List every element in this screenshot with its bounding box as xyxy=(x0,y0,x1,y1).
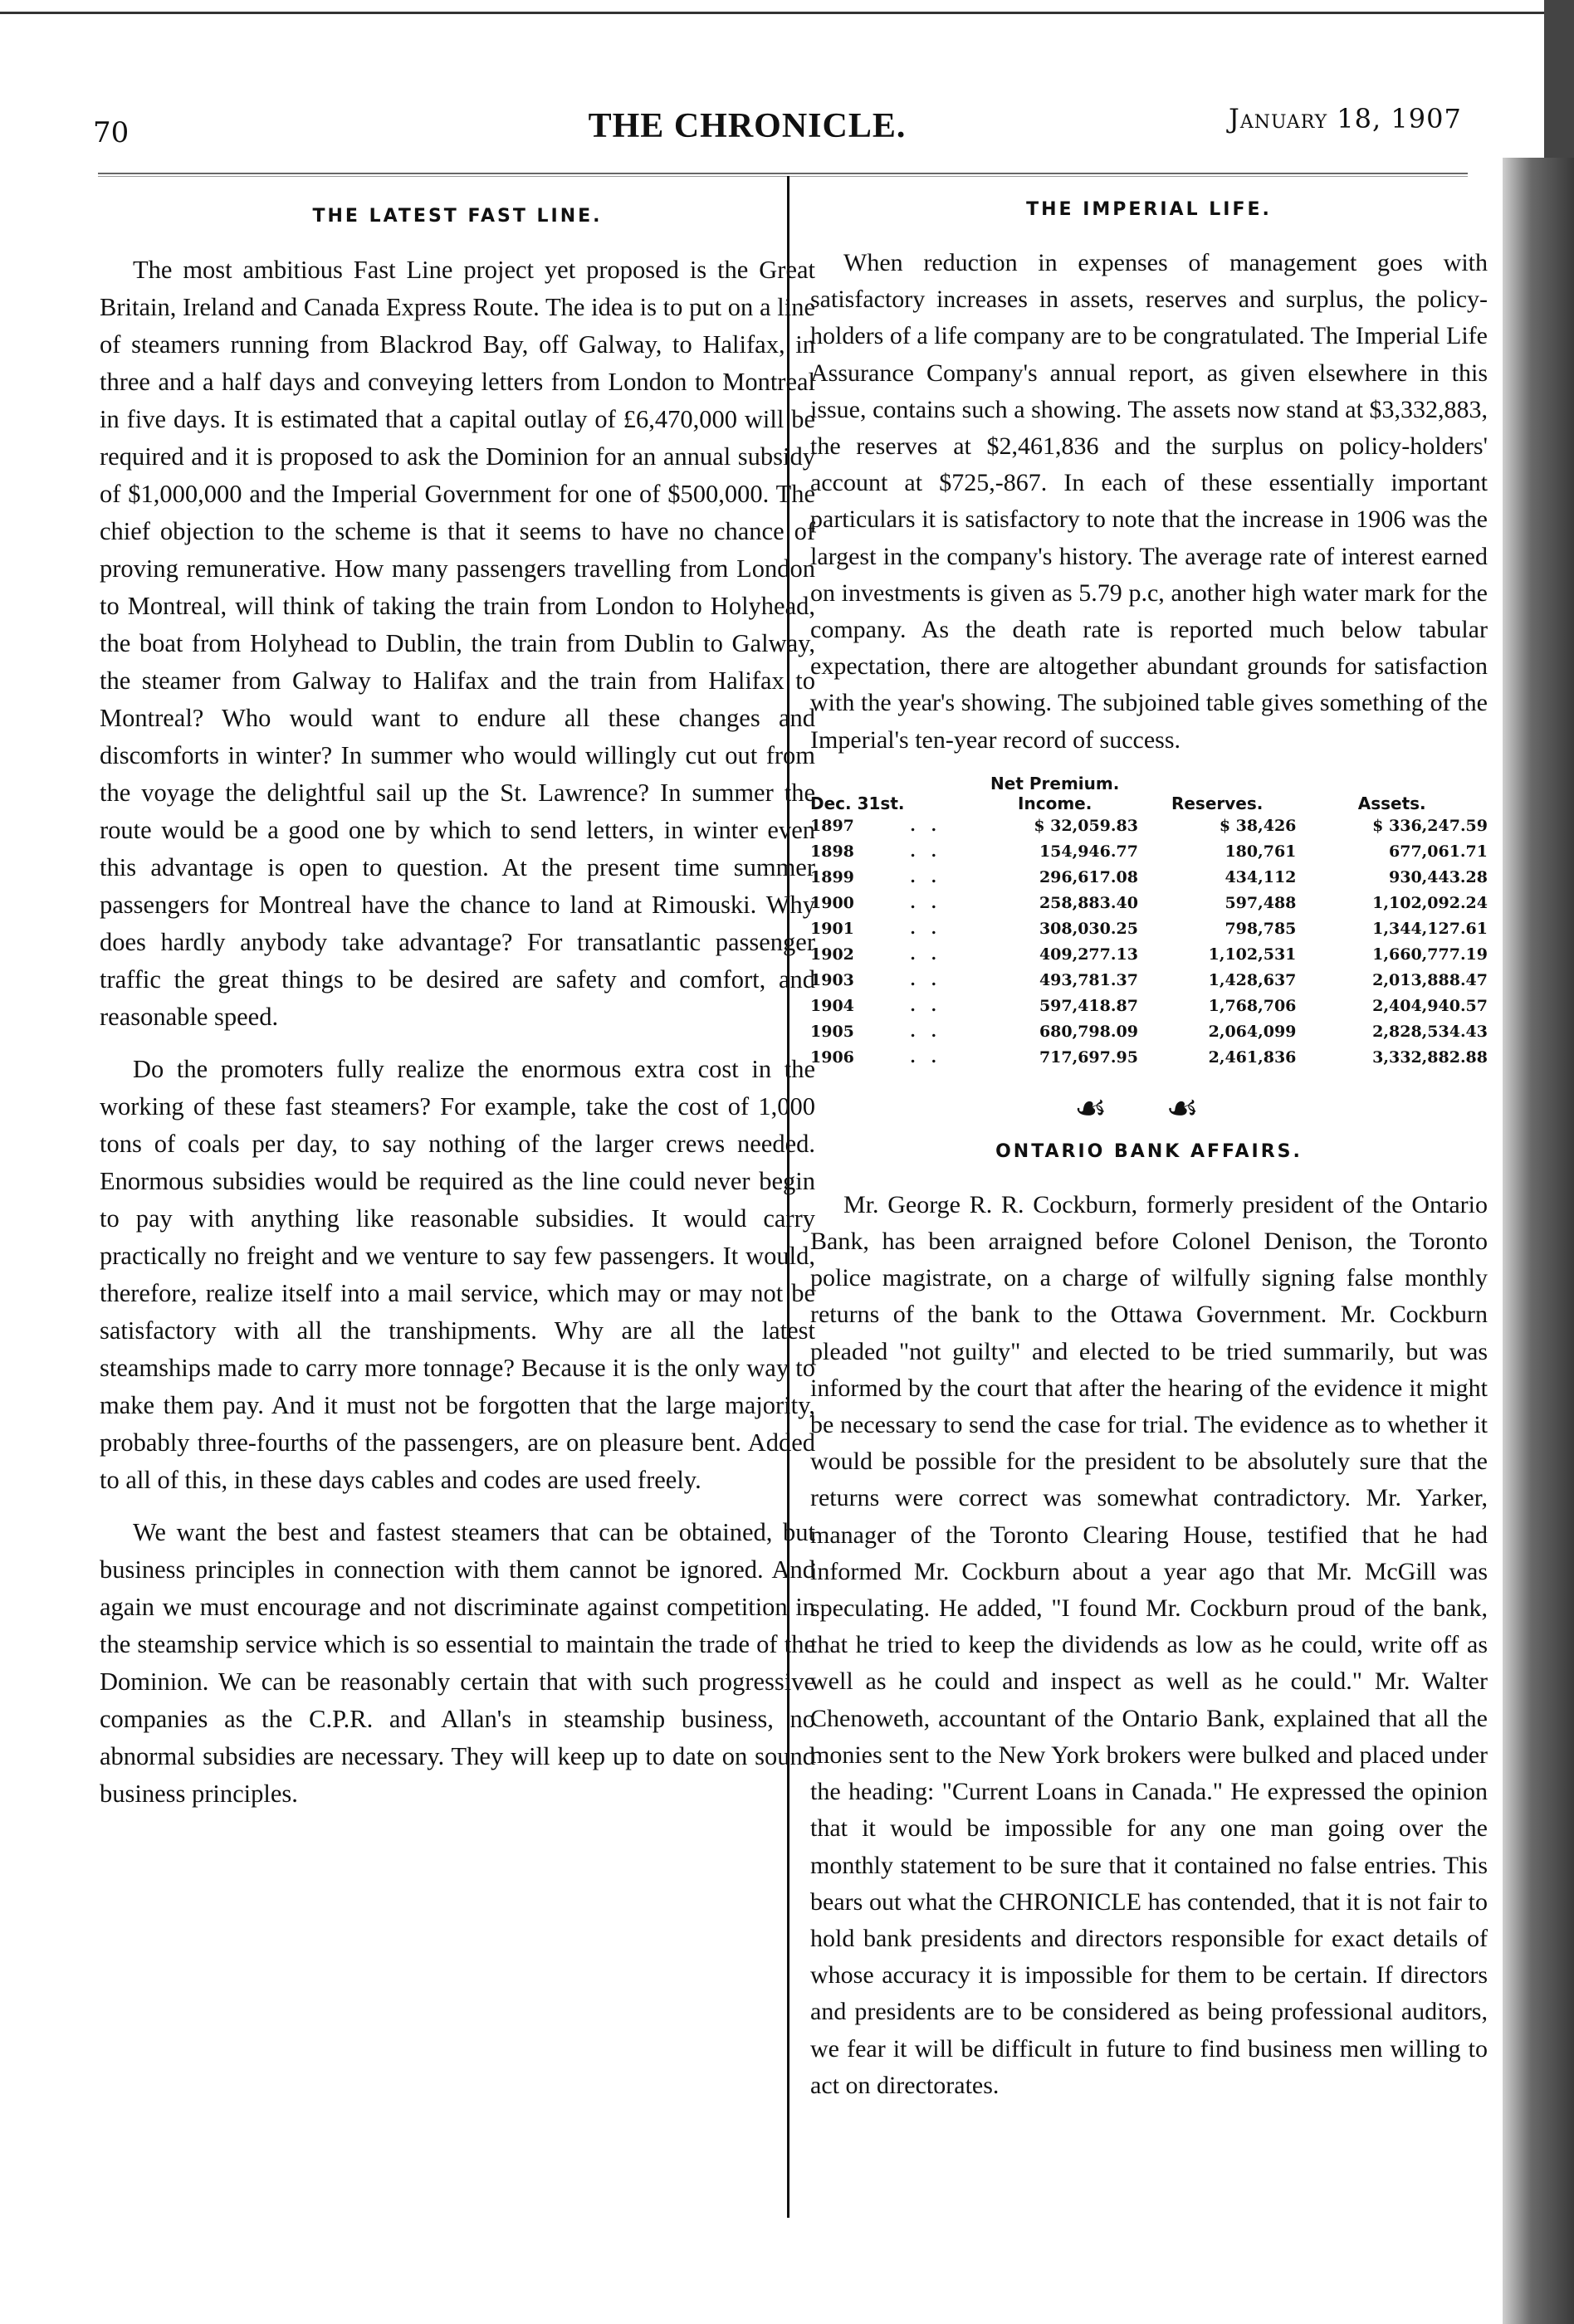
table-cell-reserves: $ 38,426 xyxy=(1219,816,1297,835)
left-column xyxy=(100,198,815,1828)
table-cell-year: 1900 xyxy=(810,893,854,912)
table-cell-assets: 1,660,777.19 xyxy=(1372,945,1488,964)
table-cell-assets: 677,061.71 xyxy=(1389,842,1488,861)
table-cell-assets: 1,102,092.24 xyxy=(1372,893,1488,912)
table-cell-premium: 493,781.37 xyxy=(1039,970,1138,989)
table-cell-reserves: 597,488 xyxy=(1224,893,1297,912)
article-paragraph: Mr. George R. R. Cockburn, formerly president of the Ontario Bank, has been arraigned before Colonel Denison, the Toronto police magistrate, on a charge of wilfully signing false monthly returns of the bank to the Ottawa Government. Mr. Cockburn pleaded "not guilty" and elected to be tried summarily, but was informed by the court that after the hearing of the evidence it might be necessary to send the case for trial. The evidence as to whether it would be possible for the president to be absolutely sure that the returns were correct was somewhat contradictory. Mr. Yarker, manager of the Toronto Clearing House, testified that he had informed Mr. Cockburn about a year ago that Mr. McGill was speculating. He added, "I found Mr. Cockburn proud of the bank, that he tried to keep the dividends as low as he could, write off as well as he could and inspect as well as he could." Mr. Walter Chenoweth, accountant of the Ontario Bank, explained that all the monies sent to the New York brokers were bulked and placed under the heading: "Current Loans in Canada." He expressed the opinion that it would be impossible for any one man going over the monthly statement to be sure that it contained no false entries. This bears out what the CHRONICLE has contended, that it is not fair to hold bank presidents and directors responsible for exact details of whose accuracy it is impossible for them to be certain. If directors and presidents are to be considered as being professional auditors, we fear it will be difficult in future to find business men willing to act on directorates. xyxy=(810,1190,1488,2099)
table-row xyxy=(810,968,1488,994)
table-cell-premium: 258,883.40 xyxy=(1039,893,1138,912)
table-cell-premium: 680,798.09 xyxy=(1039,1022,1138,1041)
table-header: Assets. xyxy=(1357,793,1426,813)
table-cell-reserves: 1,428,637 xyxy=(1208,970,1297,989)
table-row xyxy=(810,891,1488,916)
table-cell-leader: . . xyxy=(910,1047,942,1067)
page-binding-edge xyxy=(1503,158,1574,2324)
table-cell-year: 1901 xyxy=(810,919,854,938)
article-paragraph: The most ambitious Fast Line project yet proposed is the Great Britain, Ireland and Canada Express Route. The idea is to put on a line of steamers running from Blackrod Bay, off Galway, to Halifax, in three and a half days and conveying letters from London to Montreal in five days. It is estimated that a capital outlay of £6,470,000 will be required and it is proposed to ask the Dominion for an annual subsidy of $1,000,000 and the Imperial Government for one of $500,000. The chief objection to the scheme is that it seems to have no chance of proving remunerative. How many passengers travelling from London to Montreal, will think of taking the train from London to Holyhead, the boat from Holyhead to Dublin, the train from Dublin to Galway, the steamer from Galway to Halifax and the train from Halifax to Montreal? Who would want to endure all these changes and discomforts in winter? In summer who would willingly cut out from the voyage the delightful sail up the St. Lawrence? In summer the route would be a good one by which to send letters, in winter even this advantage is open to question. At the present time summer passengers for Montreal have the chance to land at Rimouski. Why does hardly anybody take advantage? For transatlantic passenger traffic the great things to be desired are safety and comfort, and reasonable speed. xyxy=(100,256,815,1031)
table-cell-premium: 597,418.87 xyxy=(1039,996,1138,1015)
table-cell-assets: 930,443.28 xyxy=(1389,867,1488,886)
table-cell-year: 1899 xyxy=(810,867,854,886)
table-cell-premium: 154,946.77 xyxy=(1039,842,1138,861)
table-cell-leader: . . xyxy=(910,945,942,964)
ten-year-record-table xyxy=(810,774,1488,1071)
table-header: Dec. 31st. xyxy=(810,793,905,813)
header-rule xyxy=(98,173,1468,174)
table-cell-year: 1897 xyxy=(810,816,854,835)
table-cell-year: 1904 xyxy=(810,996,854,1015)
article-headline: ONTARIO BANK AFFAIRS. xyxy=(995,1140,1303,1162)
page-number: 70 xyxy=(93,116,130,149)
table-cell-reserves: 180,761 xyxy=(1224,842,1297,861)
table-header-row xyxy=(810,774,1488,813)
section-ornament: ☙ ☙ xyxy=(1074,1087,1224,1129)
table-header: Net Premium. Income. xyxy=(990,773,1120,813)
masthead-title: THE CHRONICLE. xyxy=(588,107,907,145)
table-row xyxy=(810,942,1488,968)
table-cell-premium: 717,697.95 xyxy=(1039,1047,1138,1067)
table-cell-year: 1902 xyxy=(810,945,854,964)
header-rule-thin xyxy=(98,176,1468,177)
table-row xyxy=(810,1045,1488,1071)
article-paragraph: When reduction in expenses of management goes with satisfactory increases in assets, reserves and surplus, the policy-holders of a life company are to be congratulated. The Imperial Life Assurance Company's annual report, as given elsewhere in this issue, contains such a showing. The assets now stand at $3,332,883, the reserves at $2,461,836 and the surplus on policy-holders' account at $725,-867. In each of these essentially important particulars it is satisfactory to note that the increase in 1906 was the largest in the company's history. The average rate of interest earned on investments is given as 5.79 p.c, another high water mark for the company. As the death rate is reported much below tabular expectation, there are altogether abundant grounds for satisfaction with the year's showing. The subjoined table gives something of the Imperial's ten-year record of success. xyxy=(810,249,1488,754)
table-cell-premium: 296,617.08 xyxy=(1039,867,1138,886)
table-cell-premium: 409,277.13 xyxy=(1039,945,1138,964)
table-cell-leader: . . xyxy=(910,996,942,1015)
article-paragraph: Do the promoters fully realize the enormous extra cost in the working of these fast steamers? For example, take the cost of 1,000 tons of coals per day, to say nothing of the larger crews needed. Enormous subsidies would be required as the line could never begin to pay with anything like reasonable subsidies. It would carry practically no freight and we venture to say few passengers. It would, therefore, realize itself into a mail service, which may or may not be satisfactory with all the transhipments. Why are all the latest steamships made to carry more tonnage? Because it is the only way to make them pay. And it must not be forgotten that the large majority, probably three-fourths of the passengers, are on pleasure bent. Added to all of this, in these days cables and codes are used freely. xyxy=(100,1055,815,1494)
table-row xyxy=(810,1019,1488,1045)
table-cell-reserves: 1,768,706 xyxy=(1208,996,1297,1015)
table-cell-assets: 1,344,127.61 xyxy=(1372,919,1488,938)
table-cell-assets: 2,404,940.57 xyxy=(1372,996,1488,1015)
table-row xyxy=(810,813,1488,839)
table-cell-year: 1898 xyxy=(810,842,854,861)
table-row xyxy=(810,839,1488,865)
table-cell-year: 1906 xyxy=(810,1047,854,1067)
table-cell-leader: . . xyxy=(910,919,942,938)
table-cell-leader: . . xyxy=(910,816,942,835)
article-paragraph: We want the best and fastest steamers that can be obtained, but business principles in connection with them cannot be ignored. And again we must encourage and not discriminate against competition in the steamship service which is so essential to maintain the trade of the Dominion. We can be reasonably certain that with such progressive companies as the C.P.R. and Allan's in steamship business, no abnormal subsidies are necessary. They will keep up to date on sound business principles. xyxy=(100,1518,815,1808)
article-headline: THE LATEST FAST LINE. xyxy=(312,206,603,227)
page-edge-shadow xyxy=(1544,0,1574,158)
table-cell-assets: 3,332,882.88 xyxy=(1372,1047,1488,1067)
table-cell-reserves: 798,785 xyxy=(1224,919,1297,938)
table-cell-leader: . . xyxy=(910,970,942,989)
table-cell-leader: . . xyxy=(910,867,942,886)
table-row xyxy=(810,994,1488,1019)
right-column xyxy=(810,191,1488,2119)
top-border xyxy=(0,12,1544,14)
table-cell-year: 1905 xyxy=(810,1022,854,1041)
table-cell-leader: . . xyxy=(910,893,942,912)
table-cell-assets: 2,828,534.43 xyxy=(1372,1022,1488,1041)
table-row xyxy=(810,916,1488,942)
table-cell-reserves: 1,102,531 xyxy=(1208,945,1297,964)
table-cell-premium: $ 32,059.83 xyxy=(1034,816,1138,835)
table-header: Reserves. xyxy=(1171,793,1264,813)
table-cell-assets: $ 336,247.59 xyxy=(1372,816,1488,835)
table-cell-reserves: 2,064,099 xyxy=(1208,1022,1297,1041)
table-cell-premium: 308,030.25 xyxy=(1039,919,1138,938)
table-cell-reserves: 434,112 xyxy=(1224,867,1297,886)
table-cell-leader: . . xyxy=(910,842,942,861)
table-row xyxy=(810,865,1488,891)
table-cell-assets: 2,013,888.47 xyxy=(1372,970,1488,989)
table-cell-year: 1903 xyxy=(810,970,854,989)
article-headline: THE IMPERIAL LIFE. xyxy=(1026,199,1272,220)
issue-date: January 18, 1907 xyxy=(1229,103,1462,134)
table-cell-leader: . . xyxy=(910,1022,942,1041)
table-cell-reserves: 2,461,836 xyxy=(1208,1047,1297,1067)
